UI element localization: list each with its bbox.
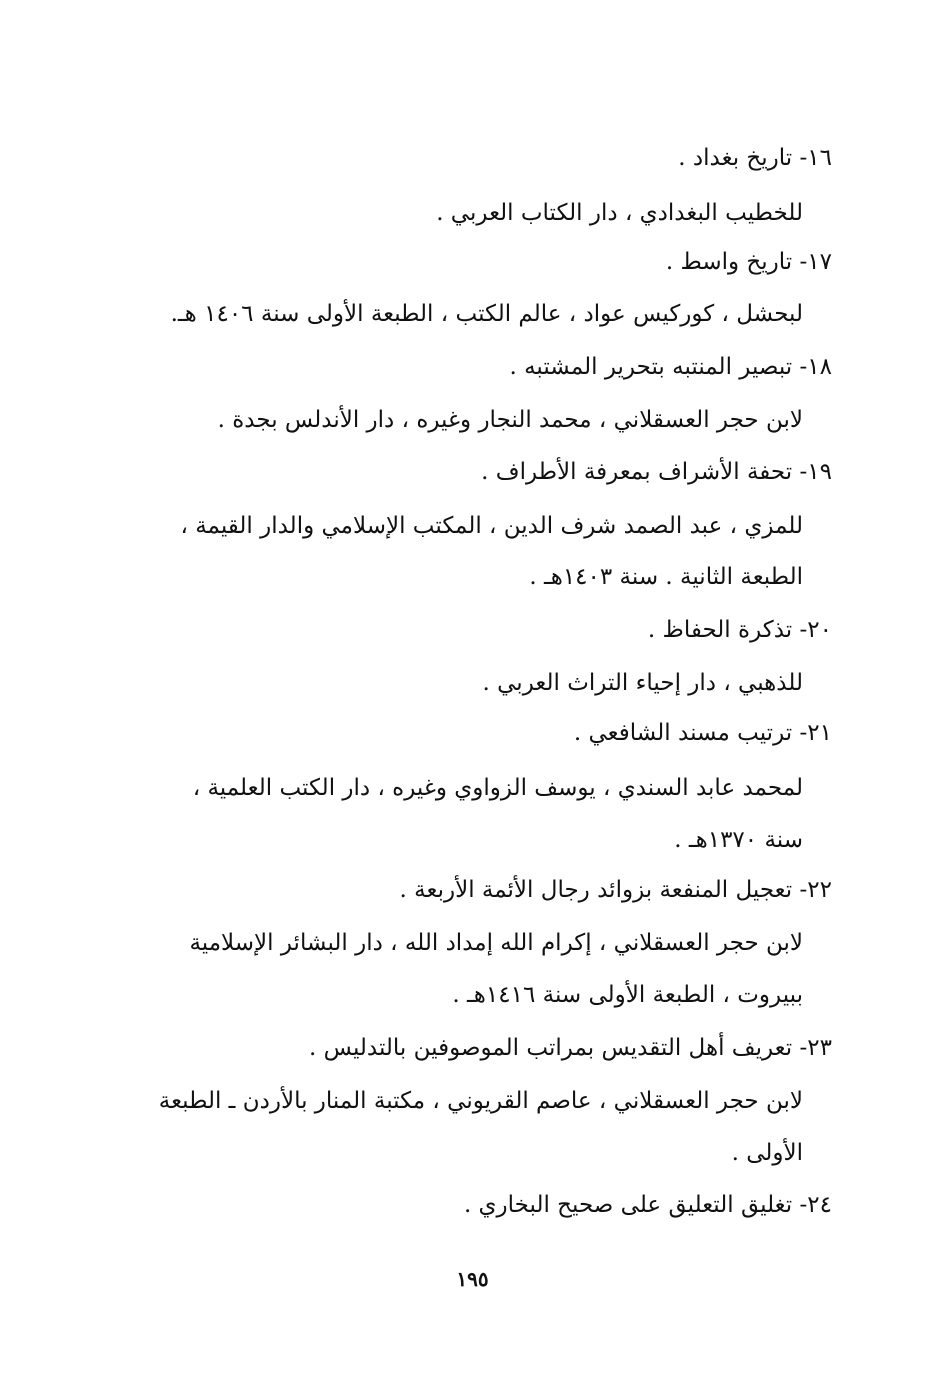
entry-22-number: ٢٢- — [799, 877, 832, 903]
entry-18-title-line — [509, 350, 832, 384]
entry-20-number: ٢٠- — [799, 617, 832, 643]
entry-20-reference: للذهبي ، دار إحياء التراث العربي . — [482, 670, 803, 696]
entry-17-title: تاريخ واسط . — [665, 249, 793, 275]
entry-18-number: ١٨- — [799, 354, 832, 380]
entry-17-number: ١٧- — [799, 249, 832, 275]
entry-20-title-line — [648, 613, 832, 647]
entry-19-title-line — [481, 455, 832, 489]
entry-16-reference: للخطيب البغدادي ، دار الكتاب العربي . — [436, 200, 803, 226]
entry-22-reference-line-1: لابن حجر العسقلاني ، إكرام الله إمداد الله ، دار البشائر الإسلامية — [189, 930, 803, 956]
entry-18-reference: لابن حجر العسقلاني ، محمد النجار وغيره ، دار الأندلس بجدة . — [217, 407, 803, 433]
entry-19-number: ١٩- — [799, 459, 832, 485]
entry-19-reference-line-1: للمزي ، عبد الصمد شرف الدين ، المكتب الإسلامي والدار القيمة ، — [180, 513, 803, 539]
entry-20-title: تذكرة الحفاظ . — [647, 617, 793, 643]
entry-24-number: ٢٤- — [799, 1192, 832, 1218]
entry-22-title: تعجيل المنفعة بزوائد رجال الأئمة الأربعة . — [399, 877, 793, 903]
entry-16-number: ١٦- — [799, 145, 832, 171]
entry-16-title-line — [678, 141, 832, 175]
entry-19-title: تحفة الأشراف بمعرفة الأطراف . — [481, 459, 793, 485]
entry-17-title-line — [666, 245, 832, 279]
entry-23-title-line — [309, 1031, 832, 1065]
entry-23-reference-line-2: الأولى . — [731, 1140, 803, 1166]
entry-21-title-line — [574, 716, 832, 750]
entry-21-reference-line-1: لمحمد عابد السندي ، يوسف الزواوي وغيره ، دار الكتب العلمية ، — [192, 775, 803, 801]
entry-21-reference-line-2: سنة ١٣٧٠هـ . — [674, 827, 803, 853]
entry-21-number: ٢١- — [799, 720, 832, 746]
entry-19-reference-line-2: الطبعة الثانية . سنة ١٤٠٣هـ . — [529, 564, 803, 590]
entry-17-reference: لبحشل ، كوركيس عواد ، عالم الكتب ، الطبعة الأولى سنة ١٤٠٦ هـ. — [170, 301, 803, 327]
entry-23-reference-line-1: لابن حجر العسقلاني ، عاصم القريوني ، مكتبة المنار بالأردن ـ الطبعة — [158, 1088, 803, 1114]
entry-23-title: تعريف أهل التقديس بمراتب الموصوفين بالتدليس . — [309, 1035, 793, 1061]
entry-24-title-line — [464, 1188, 832, 1222]
page-number: ١٩٥ — [456, 1267, 489, 1291]
entry-24-title: تغليق التعليق على صحيح البخاري . — [463, 1192, 793, 1218]
entry-18-title: تبصير المنتبه بتحرير المشتبه . — [509, 354, 793, 380]
entry-16-title: تاريخ بغداد . — [678, 145, 793, 171]
entry-22-reference-line-2: ببيروت ، الطبعة الأولى سنة ١٤١٦هـ . — [452, 982, 803, 1008]
entry-23-number: ٢٣- — [799, 1035, 832, 1061]
entry-21-title: ترتيب مسند الشافعي . — [573, 720, 793, 746]
entry-22-title-line — [400, 873, 832, 907]
